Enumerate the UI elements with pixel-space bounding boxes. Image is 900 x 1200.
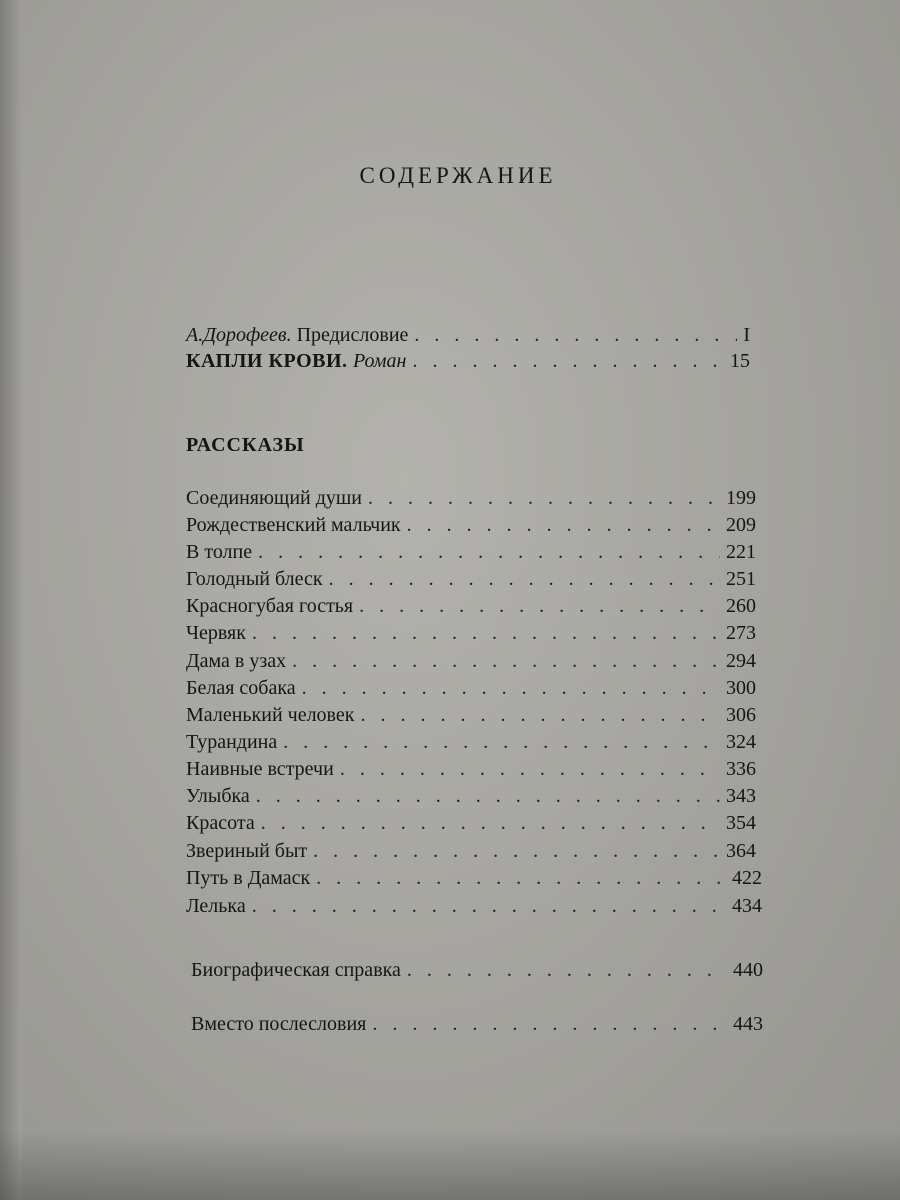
novel-title: КАПЛИ КРОВИ.: [186, 350, 354, 372]
dot-leader: [329, 566, 720, 592]
list-item: Маленький человек . . . 306: [186, 702, 756, 728]
dot-leader: [368, 485, 720, 511]
list-item: Червяк . . . 273: [186, 620, 756, 646]
section-heading: РАССКАЗЫ: [186, 434, 305, 456]
dot-leader: [292, 648, 720, 674]
dot-leader: [407, 512, 720, 538]
list-item: Соединяющий души . . . 199: [186, 485, 756, 511]
dot-leader: [414, 322, 737, 348]
toc-entry-novel: [186, 348, 750, 374]
list-item: Наивные встречи . . . 336: [186, 756, 756, 782]
dot-leader: [302, 675, 720, 701]
list-item: Голодный блеск . . . 251: [186, 566, 756, 592]
dot-leader: [252, 893, 726, 919]
list-item: Красота . . . 354: [186, 810, 756, 836]
dot-leader: [340, 756, 720, 782]
list-item: Улыбка . . . 343: [186, 783, 756, 809]
dot-leader: [283, 729, 720, 755]
list-item: Лелька . . . 434: [186, 893, 762, 919]
list-item: Красногубая гостья . . . 260: [186, 593, 756, 619]
dot-leader: [256, 783, 720, 809]
novel-genre: Роман: [353, 350, 407, 372]
list-item: Звериный быт . . . 364: [186, 838, 756, 864]
dot-leader: [372, 1011, 727, 1037]
dot-leader: [359, 593, 720, 619]
list-item: Белая собака . . . 300: [186, 675, 756, 701]
toc-entry-biography: Биографическая справка . . . 440: [191, 957, 763, 983]
list-item: Путь в Дамаск . . . 422: [186, 865, 762, 891]
list-item: В толпе . . . 221: [186, 539, 756, 565]
toc-entry-preface: [186, 322, 750, 348]
dot-leader: [360, 702, 720, 728]
dot-leader: [313, 838, 720, 864]
preface-title: Предисловие: [296, 324, 409, 346]
list-item: Турандина . . . 324: [186, 729, 756, 755]
list-item: Рождественский мальчик . . . 209: [186, 512, 756, 538]
dot-leader: [316, 865, 726, 891]
preface-author: А.Дорофеев.: [186, 324, 297, 346]
list-item: Дама в узах . . . 294: [186, 648, 756, 674]
dot-leader: [407, 957, 727, 983]
toc-entry-afterword: Вместо послесловия . . . 443: [191, 1011, 763, 1037]
dot-leader: [258, 539, 720, 565]
dot-leader: [261, 810, 720, 836]
novel-page: 15: [730, 350, 750, 372]
dot-leader: [252, 620, 720, 646]
dot-leader: [412, 348, 724, 374]
page-title: СОДЕРЖАНИЕ: [359, 163, 557, 188]
preface-page: I: [743, 324, 750, 346]
